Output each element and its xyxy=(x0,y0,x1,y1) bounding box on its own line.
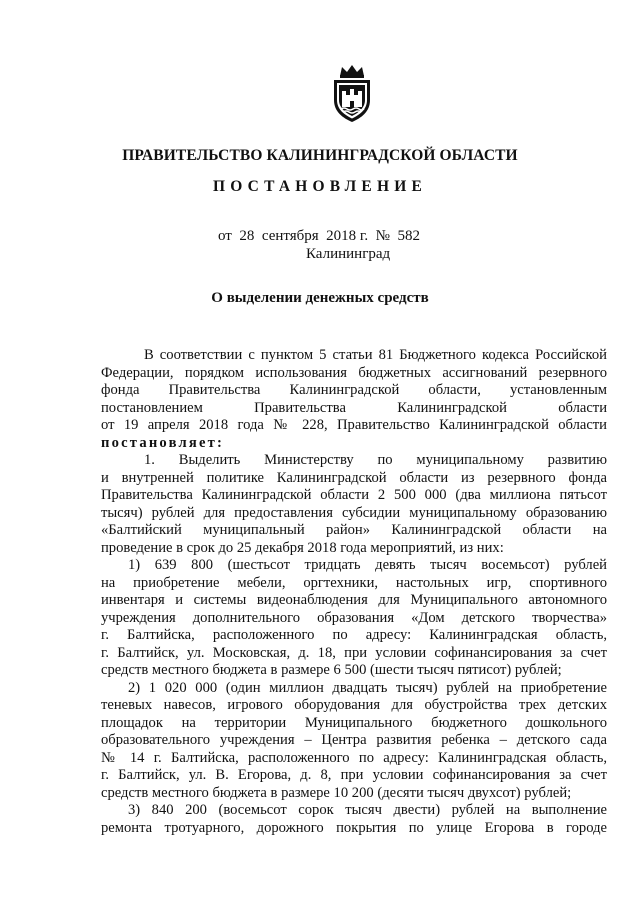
body-line: 3) 840 200 (восемьсот сорок тысяч двести) рублей на выполнение xyxy=(128,802,607,818)
body-line: 1) 639 800 (шестьсот тридцать девять тысяч восемьсот) рублей xyxy=(128,557,607,573)
body-line: учреждения дополнительного образования «Дом детского творчества» xyxy=(101,609,607,626)
body-line: Правительства Калининградской области 2 500 000 (два миллиона пятьсот xyxy=(101,487,607,503)
body-line: г. Балтийска, расположенного по адресу: Калининградская область, xyxy=(101,627,607,643)
coat-of-arms-icon xyxy=(328,62,376,124)
decree-city: Калининград xyxy=(306,246,391,262)
body-line: проведение в срок до 25 декабря 2018 года мероприятий, из них: xyxy=(101,539,504,556)
body-line: средств местного бюджета в размере 10 200 (десяти тысяч двухсот) рублей; xyxy=(101,784,572,801)
government-name: ПРАВИТЕЛЬСТВО КАЛИНИНГРАДСКОЙ ОБЛАСТИ xyxy=(122,147,518,164)
body-line: средств местного бюджета в размере 6 500 (шести тысяч пятисот) рублей; xyxy=(101,662,562,678)
body-line: от 19 апреля 2018 года № 228, Правительство Калининградской области xyxy=(101,417,607,433)
body-line: г. Балтийск, ул. Московская, д. 18, при условии софинансирования за счет xyxy=(101,644,607,661)
body-line: Федерации, порядком использования бюджетных ассигнований резервного xyxy=(101,364,607,381)
body-line: теневых навесов, игрового оборудования для обустройства трех детских xyxy=(101,697,607,713)
decree-date-number: от 28 сентября 2018 г. № 582 xyxy=(218,228,420,244)
body-line: постановлением Правительства Калининградской области xyxy=(101,399,607,416)
body-line: и внутренней политике Калининградской области из резервного фонда xyxy=(101,469,607,486)
resolves-word: постановляет: xyxy=(101,434,225,451)
decree-title: О выделении денежных средств xyxy=(211,290,429,306)
body-line: тысяч) рублей для предоставления субсидии муниципальному образованию xyxy=(101,504,607,521)
body-line: 1. Выделить Министерству по муниципальному развитию xyxy=(144,452,607,468)
body-line: № 14 г. Балтийска, расположенного по адресу: Калининградская область, xyxy=(101,749,607,766)
body-line: «Балтийский муниципальный район» Калининградской области на xyxy=(101,522,607,538)
document-type: ПОСТАНОВЛЕНИЕ xyxy=(212,178,428,195)
body-line: 2) 1 020 000 (один миллион двадцать тысяч) рублей на приобретение xyxy=(128,679,607,696)
body-line: г. Балтийск, ул. В. Егорова, д. 8, при условии софинансирования за счет xyxy=(101,767,607,783)
body-line: В соответствии с пунктом 5 статьи 81 Бюджетного кодекса Российской xyxy=(144,347,607,363)
body-line: площадок на территории Муниципального бюджетного дошкольного xyxy=(101,714,607,731)
body-line: образовательного учреждения – Центра развития ребенка – детского сада xyxy=(101,732,607,748)
resolves-line xyxy=(101,435,607,453)
body-line: фонда Правительства Калининградской области, установленным xyxy=(101,382,607,398)
document-body xyxy=(101,347,607,837)
body-line: инвентаря и системы видеонаблюдения для Муниципального автономного xyxy=(101,592,607,608)
body-line: ремонта тротуарного, дорожного покрытия по улице Егорова в городе xyxy=(101,819,607,836)
body-line: на приобретение мебели, оргтехники, настольных игр, спортивного xyxy=(101,574,607,591)
